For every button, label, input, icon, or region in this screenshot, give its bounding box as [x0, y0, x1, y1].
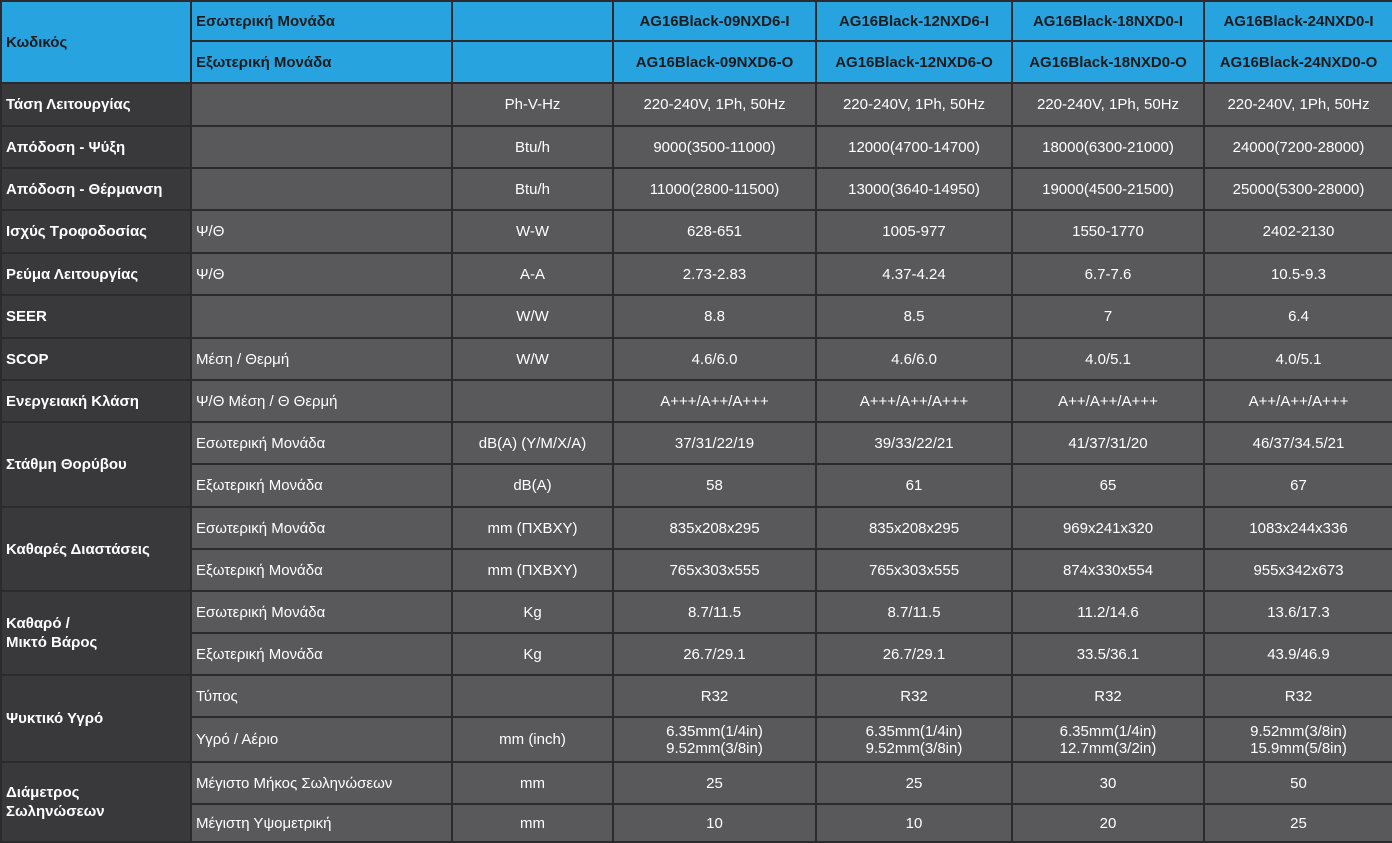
row-unit: Btu/h	[452, 126, 613, 168]
table-row	[1, 633, 1392, 675]
cell-value	[1204, 717, 1392, 762]
cell-value: 13000(3640-14950)	[816, 168, 1012, 210]
row-unit: mm (ΠΧΒΧΥ)	[452, 507, 613, 549]
row-label: Ενεργειακή Κλάση	[1, 380, 191, 422]
row-label: Απόδοση - Θέρμανση	[1, 168, 191, 210]
cell-value: 220-240V, 1Ph, 50Hz	[1204, 83, 1392, 126]
liquid-pipe: 9.52mm(3/8in)	[1250, 722, 1347, 740]
row-unit: mm	[452, 762, 613, 804]
row-label	[1, 591, 191, 675]
row-label: Τάση Λειτουργίας	[1, 83, 191, 126]
code-label: Κωδικός	[1, 1, 191, 83]
cell-value: 220-240V, 1Ph, 50Hz	[613, 83, 816, 126]
row-unit: dB(A)	[452, 464, 613, 507]
table-row	[1, 507, 1392, 549]
cell-value: 1005-977	[816, 210, 1012, 253]
outdoor-model-4: AG16Black-24NXD0-O	[1204, 41, 1392, 83]
cell-value: 10.5-9.3	[1204, 253, 1392, 295]
row-sub	[191, 295, 452, 338]
cell-value: 7	[1012, 295, 1204, 338]
cell-value: 8.8	[613, 295, 816, 338]
cell-value: 20	[1012, 804, 1204, 842]
cell-value: 25000(5300-28000)	[1204, 168, 1392, 210]
cell-value: 9000(3500-11000)	[613, 126, 816, 168]
cell-value: 18000(6300-21000)	[1012, 126, 1204, 168]
row-sub: Εξωτερική Μονάδα	[191, 464, 452, 507]
table-row	[1, 380, 1392, 422]
row-unit: mm	[452, 804, 613, 842]
cell-value: 10	[613, 804, 816, 842]
row-unit: Kg	[452, 633, 613, 675]
cell-value: 220-240V, 1Ph, 50Hz	[1012, 83, 1204, 126]
cell-value: 11.2/14.6	[1012, 591, 1204, 633]
cell-value: 8.7/11.5	[816, 591, 1012, 633]
row-sub: Μέγιστη Υψομετρική	[191, 804, 452, 842]
cell-value: 6.7-7.6	[1012, 253, 1204, 295]
row-label-line: Μικτό Βάρος	[6, 634, 98, 651]
indoor-model-1: AG16Black-09NXD6-I	[613, 1, 816, 41]
cell-value: 765x303x555	[816, 549, 1012, 591]
table-row	[1, 804, 1392, 842]
row-unit: mm (ΠΧΒΧΥ)	[452, 549, 613, 591]
cell-value: R32	[1204, 675, 1392, 717]
row-unit: W/W	[452, 295, 613, 338]
row-label: Απόδοση - Ψύξη	[1, 126, 191, 168]
cell-value: 61	[816, 464, 1012, 507]
cell-value: 8.7/11.5	[613, 591, 816, 633]
indoor-model-3: AG16Black-18NXD0-I	[1012, 1, 1204, 41]
cell-value: 835x208x295	[816, 507, 1012, 549]
row-unit: A-A	[452, 253, 613, 295]
cell-value: 65	[1012, 464, 1204, 507]
cell-value: R32	[816, 675, 1012, 717]
cell-value: 33.5/36.1	[1012, 633, 1204, 675]
cell-value: 628-651	[613, 210, 816, 253]
row-unit	[452, 675, 613, 717]
cell-value: 2402-2130	[1204, 210, 1392, 253]
cell-value	[1012, 717, 1204, 762]
cell-value: 969x241x320	[1012, 507, 1204, 549]
row-sub: Ψ/Θ	[191, 253, 452, 295]
table-row	[1, 295, 1392, 338]
cell-value: 19000(4500-21500)	[1012, 168, 1204, 210]
cell-value: 8.5	[816, 295, 1012, 338]
row-label: Στάθμη Θορύβου	[1, 422, 191, 507]
cell-value: A++/A++/A+++	[1012, 380, 1204, 422]
indoor-model-2: AG16Black-12NXD6-I	[816, 1, 1012, 41]
row-label	[1, 762, 191, 842]
row-unit	[452, 380, 613, 422]
cell-value: R32	[613, 675, 816, 717]
row-label: Καθαρές Διαστάσεις	[1, 507, 191, 591]
cell-value: 26.7/29.1	[613, 633, 816, 675]
outdoor-model-3: AG16Black-18NXD0-O	[1012, 41, 1204, 83]
cell-value: 37/31/22/19	[613, 422, 816, 464]
cell-value: 835x208x295	[613, 507, 816, 549]
outdoor-model-1: AG16Black-09NXD6-O	[613, 41, 816, 83]
header-blank	[452, 1, 613, 41]
cell-value: 41/37/31/20	[1012, 422, 1204, 464]
cell-value: 25	[1204, 804, 1392, 842]
table-row	[1, 549, 1392, 591]
row-unit: mm (inch)	[452, 717, 613, 762]
row-label: Ισχύς Τροφοδοσίας	[1, 210, 191, 253]
cell-value: A++/A++/A+++	[1204, 380, 1392, 422]
cell-value: 10	[816, 804, 1012, 842]
row-sub: Εσωτερική Μονάδα	[191, 507, 452, 549]
row-sub: Τύπος	[191, 675, 452, 717]
header-row-indoor	[1, 1, 1392, 41]
row-unit: W/W	[452, 338, 613, 380]
cell-value: 4.6/6.0	[613, 338, 816, 380]
gas-pipe: 9.52mm(3/8in)	[666, 739, 763, 757]
table-row	[1, 717, 1392, 762]
cell-value: R32	[1012, 675, 1204, 717]
header-row-outdoor	[1, 41, 1392, 83]
row-sub: Εξωτερική Μονάδα	[191, 549, 452, 591]
table-row	[1, 83, 1392, 126]
cell-value: 39/33/22/21	[816, 422, 1012, 464]
table-row	[1, 591, 1392, 633]
cell-value: 67	[1204, 464, 1392, 507]
cell-value: 26.7/29.1	[816, 633, 1012, 675]
table-row	[1, 253, 1392, 295]
cell-value: 955x342x673	[1204, 549, 1392, 591]
cell-value: 25	[816, 762, 1012, 804]
cell-value	[816, 717, 1012, 762]
cell-value: 1083x244x336	[1204, 507, 1392, 549]
row-label: SCOP	[1, 338, 191, 380]
row-sub	[191, 83, 452, 126]
outdoor-unit-header: Εξωτερική Μονάδα	[191, 41, 452, 83]
row-sub: Μέγιστο Μήκος Σωληνώσεων	[191, 762, 452, 804]
cell-value	[613, 717, 816, 762]
row-label-line: Καθαρό /	[6, 615, 70, 632]
cell-value: A+++/A++/A+++	[816, 380, 1012, 422]
row-label: Ρεύμα Λειτουργίας	[1, 253, 191, 295]
cell-value: 2.73-2.83	[613, 253, 816, 295]
row-unit: Btu/h	[452, 168, 613, 210]
cell-value: 50	[1204, 762, 1392, 804]
gas-pipe: 15.9mm(5/8in)	[1250, 739, 1347, 757]
header-blank	[452, 41, 613, 83]
gas-pipe: 12.7mm(3/2in)	[1059, 739, 1157, 757]
cell-value: 13.6/17.3	[1204, 591, 1392, 633]
row-sub	[191, 126, 452, 168]
row-unit: Ph-V-Hz	[452, 83, 613, 126]
row-label: Ψυκτικό Υγρό	[1, 675, 191, 762]
table-row	[1, 126, 1392, 168]
cell-value: 25	[613, 762, 816, 804]
row-sub: Ψ/Θ Μέση / Θ Θερμή	[191, 380, 452, 422]
liquid-pipe: 6.35mm(1/4in)	[865, 722, 963, 740]
row-label-line: Σωληνώσεων	[6, 803, 105, 820]
row-sub: Εσωτερική Μονάδα	[191, 422, 452, 464]
row-unit: Kg	[452, 591, 613, 633]
row-sub: Ψ/Θ	[191, 210, 452, 253]
table-row	[1, 422, 1392, 464]
cell-value: 4.0/5.1	[1204, 338, 1392, 380]
outdoor-model-2: AG16Black-12NXD6-O	[816, 41, 1012, 83]
gas-pipe: 9.52mm(3/8in)	[865, 739, 963, 757]
row-sub: Μέση / Θερμή	[191, 338, 452, 380]
cell-value: 24000(7200-28000)	[1204, 126, 1392, 168]
cell-value: 4.37-4.24	[816, 253, 1012, 295]
table-row	[1, 168, 1392, 210]
cell-value: 12000(4700-14700)	[816, 126, 1012, 168]
cell-value: 4.0/5.1	[1012, 338, 1204, 380]
cell-value: 765x303x555	[613, 549, 816, 591]
table-row	[1, 338, 1392, 380]
liquid-pipe: 6.35mm(1/4in)	[666, 722, 763, 740]
indoor-model-4: AG16Black-24NXD0-I	[1204, 1, 1392, 41]
table-row	[1, 675, 1392, 717]
liquid-pipe: 6.35mm(1/4in)	[1059, 722, 1157, 740]
row-label-line: Διάμετρος	[6, 784, 80, 801]
cell-value: 30	[1012, 762, 1204, 804]
row-label: SEER	[1, 295, 191, 338]
row-sub	[191, 168, 452, 210]
cell-value: 11000(2800-11500)	[613, 168, 816, 210]
cell-value: 220-240V, 1Ph, 50Hz	[816, 83, 1012, 126]
row-unit: W-W	[452, 210, 613, 253]
row-unit: dB(A) (Υ/Μ/Χ/Α)	[452, 422, 613, 464]
cell-value: 58	[613, 464, 816, 507]
cell-value: 1550-1770	[1012, 210, 1204, 253]
indoor-unit-header: Εσωτερική Μονάδα	[191, 1, 452, 41]
row-sub: Υγρό / Αέριο	[191, 717, 452, 762]
cell-value: A+++/A++/A+++	[613, 380, 816, 422]
table-row	[1, 762, 1392, 804]
table-row	[1, 464, 1392, 507]
cell-value: 4.6/6.0	[816, 338, 1012, 380]
row-sub: Εσωτερική Μονάδα	[191, 591, 452, 633]
cell-value: 6.4	[1204, 295, 1392, 338]
cell-value: 46/37/34.5/21	[1204, 422, 1392, 464]
row-sub: Εξωτερική Μονάδα	[191, 633, 452, 675]
table-row	[1, 210, 1392, 253]
cell-value: 43.9/46.9	[1204, 633, 1392, 675]
cell-value: 874x330x554	[1012, 549, 1204, 591]
